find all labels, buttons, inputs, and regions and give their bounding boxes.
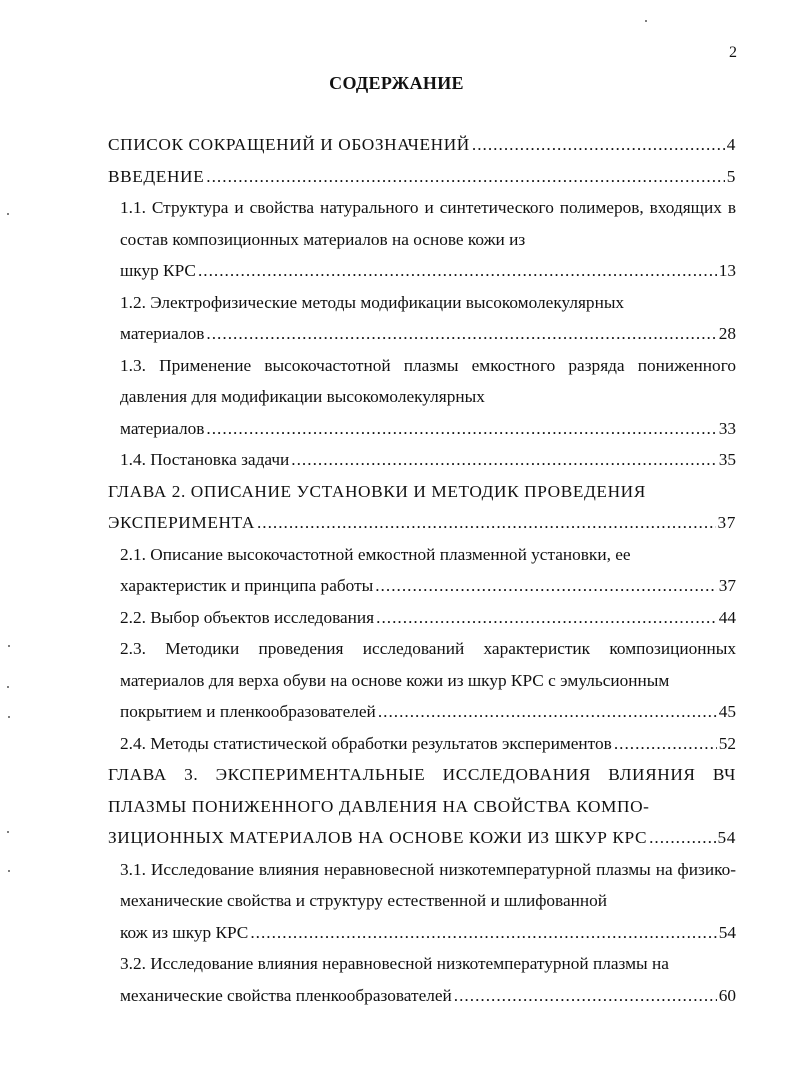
dot-leader xyxy=(206,318,716,350)
dot-leader xyxy=(206,413,716,445)
toc-entry-page: 37 xyxy=(718,576,736,595)
toc-entry-2-1[interactable] xyxy=(108,539,736,602)
toc-entry-text: ГЛАВА 3. ЭКСПЕРИМЕНТАЛЬНЫЕ ИССЛЕДОВАНИЯ ВЛИЯНИЯ ВЧ ПЛАЗМЫ ПОНИЖЕННОГО ДАВЛЕНИЯ НА СВОЙСТВА КОМПО- xyxy=(108,765,736,816)
toc-entry-page: 28 xyxy=(718,324,736,343)
scan-speck xyxy=(7,213,9,215)
toc-entry-text: 2.1. Описание высокочастотной емкостной плазменной установки, ее xyxy=(120,544,631,564)
toc-entry-title: покрытием и пленкообразователей xyxy=(120,702,376,721)
toc-entry-title: СПИСОК СОКРАЩЕНИЙ И ОБОЗНАЧЕНИЙ xyxy=(108,135,470,154)
toc-entry-page: 45 xyxy=(718,702,736,721)
dot-leader xyxy=(257,507,716,539)
toc-entry-1-3[interactable] xyxy=(108,350,736,445)
toc-entry-page: 35 xyxy=(718,450,736,469)
toc-entry-page: 52 xyxy=(718,733,736,753)
toc-entry-3-2[interactable] xyxy=(108,948,736,1011)
toc-entry-introduction[interactable] xyxy=(108,161,736,193)
dot-leader xyxy=(375,570,716,602)
toc-entry-title: шкур КРС xyxy=(120,261,196,280)
toc-entry-title: материалов xyxy=(120,418,205,438)
toc-entry-2-3[interactable] xyxy=(108,633,736,728)
scan-speck xyxy=(7,831,9,833)
dot-leader xyxy=(206,161,724,193)
toc-entry-abbreviations[interactable] xyxy=(108,129,736,161)
scan-speck xyxy=(7,686,9,688)
toc-entry-page: 33 xyxy=(718,418,736,438)
toc-entry-title: механические свойства пленкообразователей xyxy=(120,985,452,1005)
toc-entry-chapter-3[interactable] xyxy=(108,759,736,854)
toc-entry-text: 3.2. Исследование влияния неравновесной низкотемпературной плазмы на xyxy=(120,954,669,973)
toc-entry-text: 2.3. Методики проведения исследований характеристик композиционных материалов для верха обуви на основе кожи из шкур КРС с эмульсионным xyxy=(120,639,736,690)
scan-speck xyxy=(8,870,10,872)
toc-entry-page: 54 xyxy=(717,828,736,847)
dot-leader xyxy=(378,696,717,728)
dot-leader xyxy=(454,980,717,1012)
toc-entry-title: характеристик и принципа работы xyxy=(120,576,374,595)
toc-entry-page: 4 xyxy=(726,135,736,154)
toc-entry-title: ЭКСПЕРИМЕНТА xyxy=(108,513,255,532)
toc-entry-title: ВВЕДЕНИЕ xyxy=(108,166,205,186)
toc-entry-title: кож из шкур КРС xyxy=(120,922,249,942)
toc-entry-text: ГЛАВА 2. ОПИСАНИЕ УСТАНОВКИ И МЕТОДИК ПРОВЕДЕНИЯ xyxy=(108,481,646,501)
dot-leader xyxy=(614,728,717,760)
toc-entry-chapter-2[interactable] xyxy=(108,476,736,539)
toc-entry-page: 5 xyxy=(726,166,736,186)
toc-entry-page: 13 xyxy=(718,261,736,280)
scan-speck xyxy=(8,645,10,647)
toc-entry-page: 60 xyxy=(718,985,736,1005)
dot-leader xyxy=(376,602,717,634)
scan-speck xyxy=(645,20,647,22)
page-number: 2 xyxy=(729,44,737,61)
toc-entry-title: 2.4. Методы статистической обработки результатов экспериментов xyxy=(120,733,612,753)
toc-entry-title: ЗИЦИОННЫХ МАТЕРИАЛОВ НА ОСНОВЕ КОЖИ ИЗ ШКУР КРС xyxy=(108,828,648,847)
toc-entry-page: 44 xyxy=(718,607,736,627)
toc-entry-text: 1.2. Электрофизические методы модификации высокомолекулярных xyxy=(120,292,625,312)
toc-entry-page: 54 xyxy=(718,922,736,942)
dot-leader xyxy=(649,822,715,854)
toc-entry-title: материалов xyxy=(120,324,205,343)
toc-entry-1-4[interactable] xyxy=(108,444,736,476)
toc-entry-text: 1.3. Применение высокочастотной плазмы емкостного разряда пониженного давления для модификации высокомолекулярных xyxy=(120,355,736,406)
dot-leader xyxy=(198,255,717,287)
toc-entry-1-2[interactable] xyxy=(108,287,736,350)
toc-entry-3-1[interactable] xyxy=(108,854,736,949)
toc-entry-page: 37 xyxy=(717,513,736,532)
table-of-contents xyxy=(108,129,736,1011)
dot-leader xyxy=(472,129,725,161)
toc-entry-title: 2.2. Выбор объектов исследования xyxy=(120,607,375,627)
toc-entry-text: 3.1. Исследование влияния неравновесной низкотемпературной плазмы на физико-механические свойства и структуру естественной и шлифованной xyxy=(120,859,736,910)
toc-entry-1-1[interactable] xyxy=(108,192,736,287)
scan-speck xyxy=(8,716,10,718)
dot-leader xyxy=(250,917,716,949)
page-title: СОДЕРЖАНИЕ xyxy=(329,73,464,93)
toc-entry-text: 1.1. Структура и свойства натурального и синтетического полимеров, входящих в состав композиционных материалов на основе кожи из xyxy=(120,198,736,249)
toc-entry-2-2[interactable] xyxy=(108,602,736,634)
toc-entry-2-4[interactable] xyxy=(108,728,736,760)
toc-entry-title: 1.4. Постановка задачи xyxy=(120,450,290,469)
dot-leader xyxy=(291,444,716,476)
